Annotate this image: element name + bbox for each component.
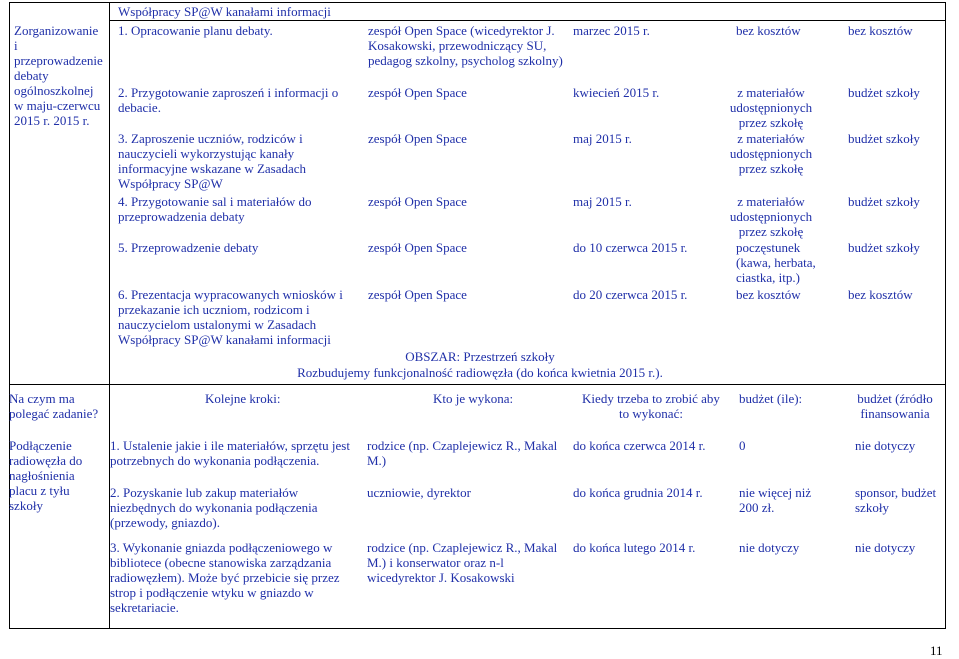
top-step-6: 6. Prezentacja wypracowanych wniosków i przekazanie ich uczniom, rodzicom i nauczycielom ustalonymi w Zasadach Współpracy SP@W kanałami informacji <box>118 287 343 347</box>
top-step-5: 5. Przeprowadzenie debaty <box>118 240 259 255</box>
header-source: budżet (źródło finansowania <box>857 391 933 421</box>
top-cost-4: z materiałów udostępnionych przez szkołę <box>729 194 813 239</box>
area-subtitle: Rozbudujemy funkcjonalność radiowęzła (do końca kwietnia 2015 r.). <box>297 365 663 380</box>
bottom-who-2: uczniowie, dyrektor <box>367 485 471 500</box>
bottom-cost-1: 0 <box>739 438 746 453</box>
top-step-1: 1. Opracowanie planu debaty. <box>118 23 273 38</box>
top-who-2: zespół Open Space <box>368 85 467 100</box>
bottom-cost-2: nie więcej niż 200 zł. <box>739 485 812 515</box>
bottom-when-3: do końca lutego 2014 r. <box>573 540 696 555</box>
bottom-source-2: sponsor, budżet szkoły <box>855 485 937 515</box>
page-number: 11 <box>930 643 943 658</box>
section-divider <box>9 384 946 385</box>
bottom-when-2: do końca grudnia 2014 r. <box>573 485 703 500</box>
top-cost-5: poczęstunek (kawa, herbata, ciastka, itp.) <box>736 240 816 285</box>
bottom-source-3: nie dotyczy <box>855 540 916 555</box>
top-header-continuation: Współpracy SP@W kanałami informacji <box>118 4 331 19</box>
table-top-border <box>9 2 946 3</box>
top-source-3: budżet szkoły <box>848 131 920 146</box>
bottom-question: Na czym ma polegać zadanie? <box>9 391 99 421</box>
top-cost-2: z materiałów udostępnionych przez szkołę <box>729 85 813 130</box>
top-cost-1: bez kosztów <box>736 23 801 38</box>
bottom-cost-3: nie dotyczy <box>739 540 800 555</box>
top-source-2: budżet szkoły <box>848 85 920 100</box>
top-when-5: do 10 czerwca 2015 r. <box>573 240 688 255</box>
bottom-goal-text: Podłączenie radiowęzła do nagłośnienia placu z tyłu szkoły <box>9 438 83 513</box>
bottom-step-1: 1. Ustalenie jakie i ile materiałów, sprzętu jest potrzebnych do wykonania podłączenia. <box>110 438 350 468</box>
top-source-6: bez kosztów <box>848 287 913 302</box>
top-source-1: bez kosztów <box>848 23 913 38</box>
top-when-1: marzec 2015 r. <box>573 23 650 38</box>
top-who-4: zespół Open Space <box>368 194 467 209</box>
area-title: OBSZAR: Przestrzeń szkoły <box>405 349 555 364</box>
top-step-3: 3. Zaproszenie uczniów, rodziców i nauczycieli wykorzystując kanały informacyjne wskazane w Zasadach Współpracy SP@W <box>118 131 307 191</box>
goal-column-divider <box>109 2 110 629</box>
top-when-3: maj 2015 r. <box>573 131 632 146</box>
table-left-border <box>9 2 10 629</box>
header-when: Kiedy trzeba to zrobić aby to wykonać: <box>582 391 720 421</box>
header-who: Kto je wykona: <box>433 391 514 406</box>
top-source-4: budżet szkoły <box>848 194 920 209</box>
top-cost-6: bez kosztów <box>736 287 801 302</box>
bottom-step-3: 3. Wykonanie gniazda podłączeniowego w bibliotece (obecne stanowiska zarządzania radiowęzłem). Może być przebicie się przez strop i podłączenie wtyku w gniazdo w sekretariacie. <box>110 540 340 615</box>
top-goal-text: Zorganizowanie i przeprowadzenie debaty ogólnoszkolnej w maju-czerwcu 2015 r. 2015 r. <box>14 23 103 128</box>
top-who-1: zespół Open Space (wicedyrektor J. Kosakowski, przewodniczący SU, pedagog szkolny, psycholog szkolny) <box>368 23 563 68</box>
bottom-who-1: rodzice (np. Czaplejewicz R., Makal M.) <box>367 438 558 468</box>
top-cost-3: z materiałów udostępnionych przez szkołę <box>729 131 813 176</box>
top-who-3: zespół Open Space <box>368 131 467 146</box>
table-right-border <box>945 2 946 629</box>
top-who-6: zespół Open Space <box>368 287 467 302</box>
top-when-2: kwiecień 2015 r. <box>573 85 660 100</box>
table-bottom-border <box>9 628 946 629</box>
top-step-4: 4. Przygotowanie sal i materiałów do przeprowadzenia debaty <box>118 194 312 224</box>
header-cost: budżet (ile): <box>739 391 803 406</box>
bottom-source-1: nie dotyczy <box>855 438 916 453</box>
header-row-divider <box>109 20 946 21</box>
bottom-who-3: rodzice (np. Czaplejewicz R., Makal M.) i konserwator oraz n-l wicedyrektor J. Kosakowski <box>367 540 558 585</box>
header-steps: Kolejne kroki: <box>205 391 281 406</box>
bottom-when-1: do końca czerwca 2014 r. <box>573 438 706 453</box>
top-step-2: 2. Przygotowanie zaproszeń i informacji o debacie. <box>118 85 339 115</box>
top-when-4: maj 2015 r. <box>573 194 632 209</box>
top-when-6: do 20 czerwca 2015 r. <box>573 287 688 302</box>
top-source-5: budżet szkoły <box>848 240 920 255</box>
bottom-step-2: 2. Pozyskanie lub zakup materiałów niezbędnych do wykonania podłączenia (przewody, gniazdo). <box>110 485 318 530</box>
top-who-5: zespół Open Space <box>368 240 467 255</box>
